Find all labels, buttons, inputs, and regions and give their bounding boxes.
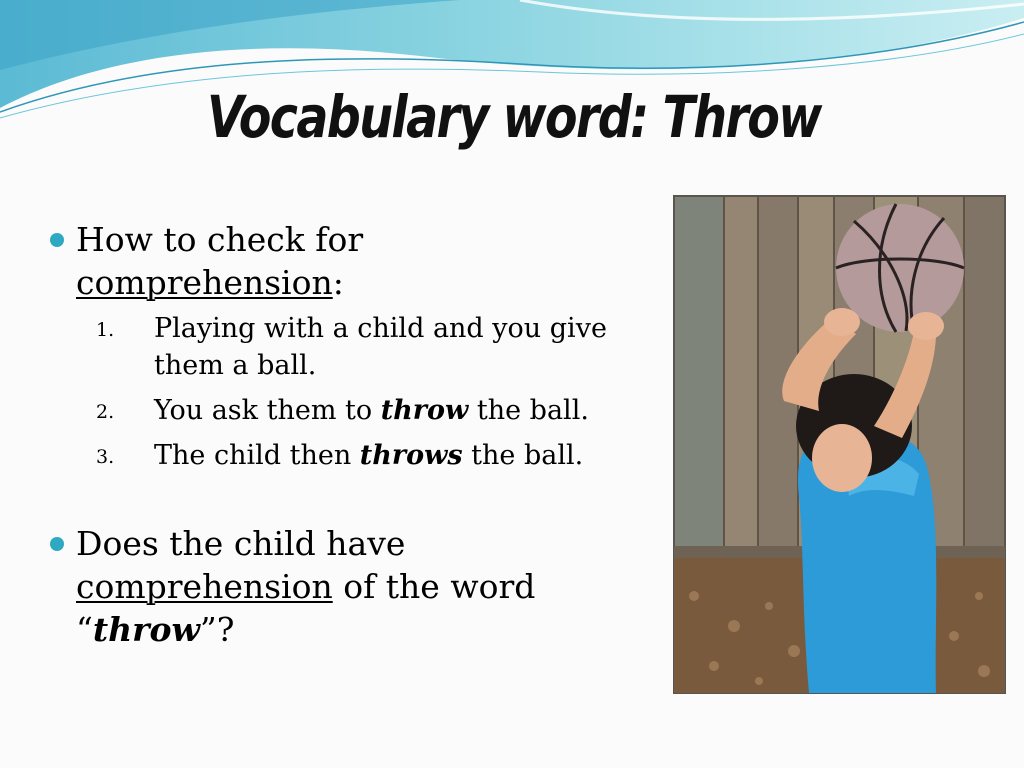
bullet2-text: Does the child have <box>76 524 406 563</box>
step-text: Playing with a child and you give them a ball. <box>154 313 607 381</box>
bullet2-term: comprehension <box>76 567 333 606</box>
slide-title: Vocabulary word: Throw <box>207 83 821 151</box>
step-text: the ball. <box>462 440 584 471</box>
bullet1-text: How to check for <box>76 220 364 259</box>
slide-content <box>48 218 658 651</box>
bullet1-colon: : <box>332 263 344 302</box>
step-text: You ask them to <box>154 395 381 426</box>
bullet-dot-icon <box>50 233 64 247</box>
bullet-check-comprehension <box>48 218 658 304</box>
step-item <box>48 437 658 474</box>
child-throwing-basketball-photo <box>673 195 1006 694</box>
steps-list <box>48 310 658 474</box>
step-emphasis: throws <box>359 440 463 471</box>
step-item <box>48 310 658 384</box>
step-text: the ball. <box>468 395 589 426</box>
bullet-dot-icon <box>50 537 64 551</box>
open-quote: “ <box>76 610 93 649</box>
bullet-question <box>48 522 658 651</box>
bullet1-term: comprehension <box>76 263 333 302</box>
step-item <box>48 392 658 429</box>
step-number: 1. <box>96 319 115 341</box>
close-quote: ”? <box>199 610 235 649</box>
step-emphasis: throw <box>380 395 469 426</box>
step-text: The child then <box>154 440 360 471</box>
step-number: 2. <box>96 401 115 423</box>
bullet2-mid: of the word <box>343 567 536 606</box>
bullet2-word: throw <box>92 610 200 649</box>
step-number: 3. <box>96 446 115 468</box>
